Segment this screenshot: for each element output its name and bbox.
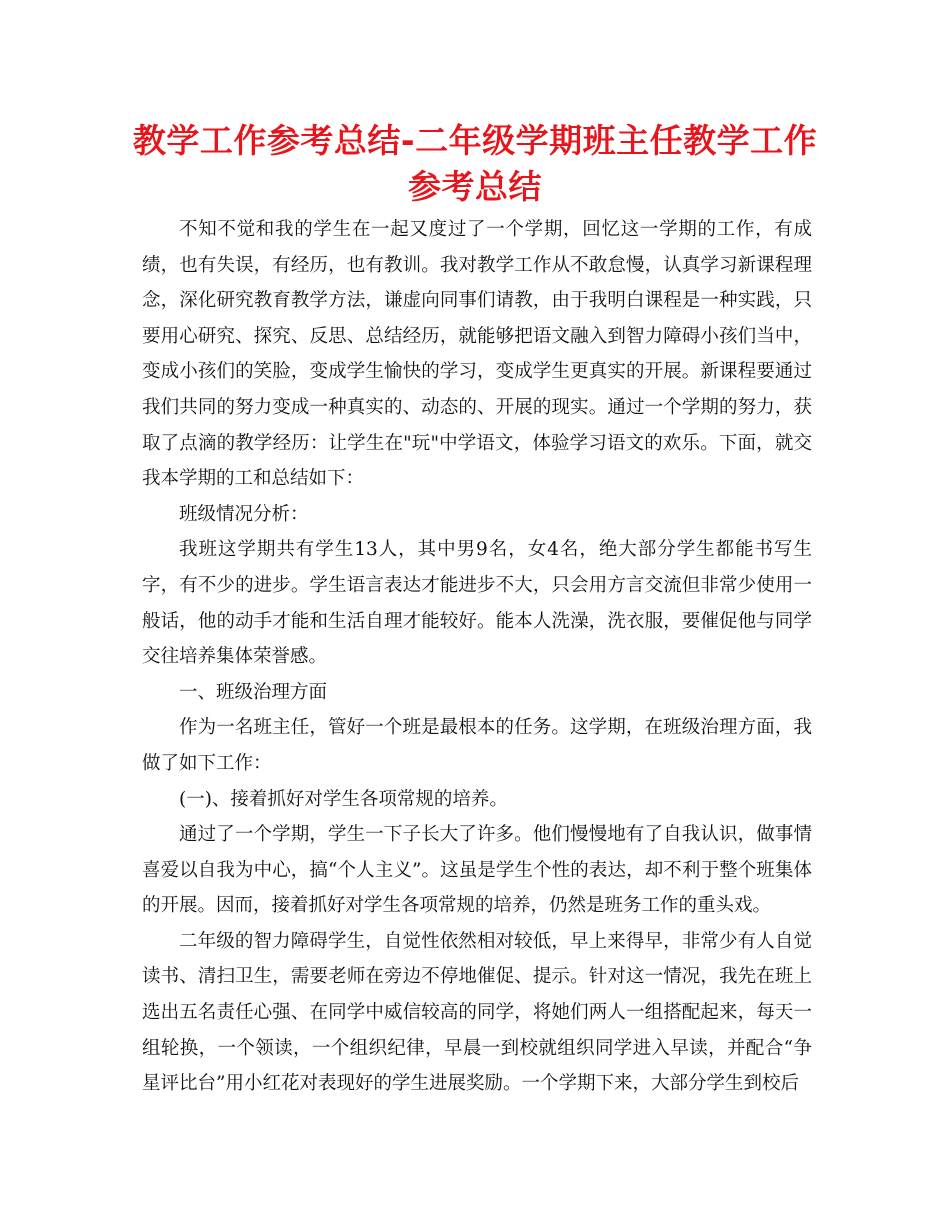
section-heading-class-management: 一、班级治理方面 [179,681,328,703]
document-body [142,212,812,1102]
paragraph-class-analysis: 我班这学期共有学生13人，其中男9名，女4名，绝大部分学生都能书写生字，有不少的进步。学生语言表达才能进步不大，只会用方言交流但非常少使用一般话，他的动手才能和生活自理才能较好。能本人洗澡，洗衣服，要催促他与同学交往培养集体荣誉感。 [142,539,812,668]
paragraph-class-management: 作为一名班主任，管好一个班是最根本的任务。这学期，在班级治理方面，我做了如下工作： [142,717,812,774]
paragraph-intro: 不知不觉和我的学生在一起又度过了一个学期，回忆这一学期的工作，有成绩，也有失误，有经历，也有教训。我对教学工作从不敢怠慢，认真学习新课程理念，深化研究教育教学方法，谦虚向同事们请教，由于我明白课程是一种实践，只要用心研究、探究、反思、总结经历，就能够把语文融入到智力障碍小孩们当中，变成小孩们的笑脸，变成学生愉快的学习，变成学生更真实的开展。新课程要通过我们共同的努力变成一种真实的、动态的、开展的现实。通过一个学期的努力，获取了点滴的教学经历：让学生在"玩"中学语文，体验学习语文的欢乐。下面，就交我本学期的工和总结如下： [142,219,812,490]
paragraph-morning-reading: 二年级的智力障碍学生，自觉性依然相对较低，早上来得早，非常少有人自觉读书、清扫卫生，需要老师在旁边不停地催促、提示。针对这一情况，我先在班上选出五名责任心强、在同学中威信较高的同学，将她们两人一组搭配起来，每天一组轮换，一个领读，一个组织纪律，早晨一到校就组织同学进入早读，并配合“争星评比台”用小红花对表现好的学生进展奖励。一个学期下来，大部分学生到校后 [142,930,812,1095]
subsection-heading-routine-training: (一)、接着抓好对学生各项常规的培养。 [179,788,508,810]
paragraph-class-analysis-heading: 班级情况分析： [179,503,309,525]
paragraph-routine-training: 通过了一个学期，学生一下子长大了许多。他们慢慢地有了自我认识，做事情喜爱以自我为中心，搞“个人主义”。这虽是学生个性的表达，却不利于整个班集体的开展。因而，接着抓好对学生各项常规的培养，仍然是班务工作的重头戏。 [142,824,812,917]
document-title: 教学工作参考总结-二年级学期班主任教学工作参考总结 [132,121,818,206]
